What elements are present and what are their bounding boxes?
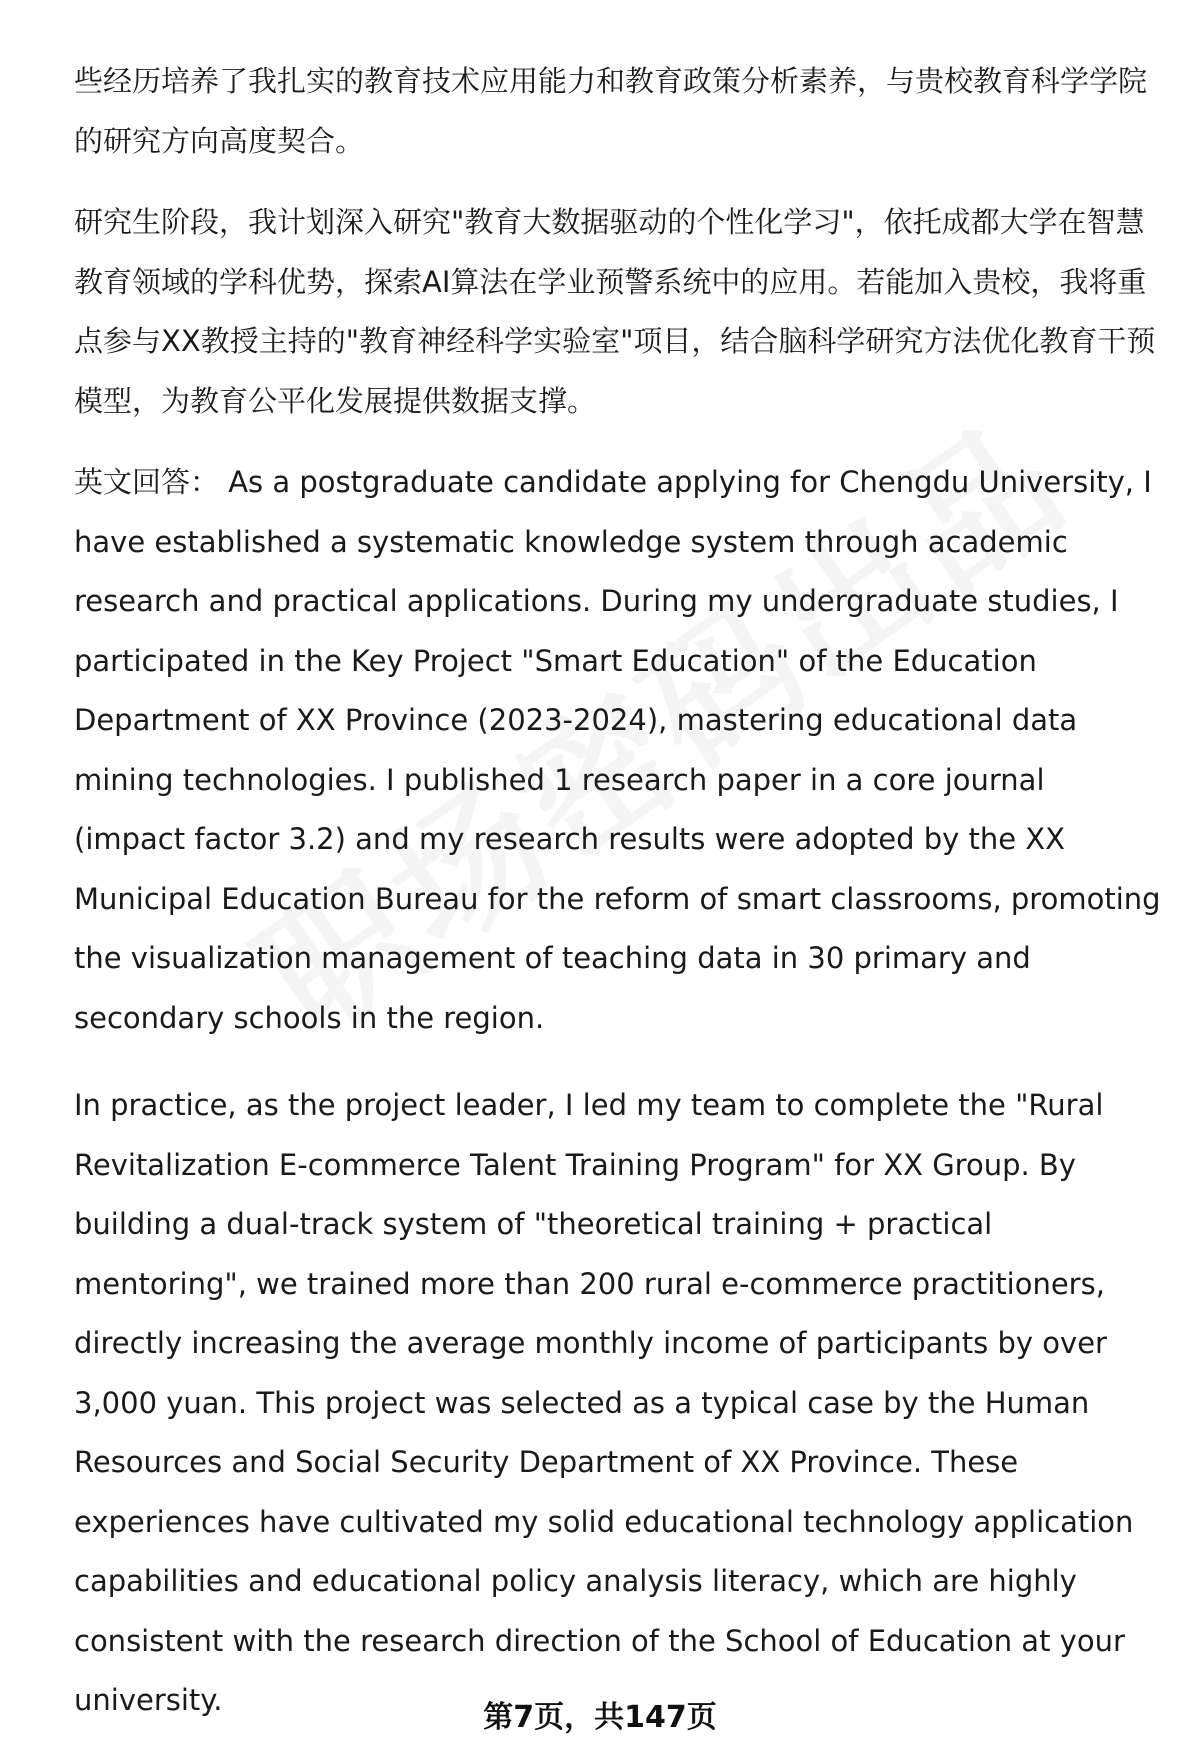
paragraph-2: 研究生阶段，我计划深入研究"教育大数据驱动的个性化学习"，依托成都大学在智慧教育领域的学科优势，探索AI算法在学业预警系统中的应用。若能加入贵校，我将重点参与XX教授主持的"教育神经科学实验室"项目，结合脑科学研究方法优化教育干预模型，为教育公平化发展提供数据支撑。	[74, 205, 1156, 418]
paragraph-1: 些经历培养了我扎实的教育技术应用能力和教育政策分析素养，与贵校教育科学学院的研究方向高度契合。	[74, 64, 1148, 158]
page-number-footer: 第7页，共147页	[483, 1700, 717, 1735]
paragraph-4: In practice, as the project leader, I led my team to complete the "Rural Revitalization E-commerce Talent Training Program" for XX Group. By building a dual-track system of "theoretical training + practical mentoring", we trained more than 200 rural e-commerce practitioners, directly increasing the average monthly income of participants by over 3,000 yuan. This project was selected as a typical case by the Human Resources and Social Security Department of XX Province. These experiences have cultivated my solid educational technology application capabilities and educational policy analysis literacy, which are highly consistent with the research direction of the School of Education at your university.	[74, 1088, 1134, 1717]
paragraph-3-english-answer: 英文回答： As a postgraduate candidate applying for Chengdu University, I have established a systematic knowledge system through academic research and practical applications. During my undergraduate studies, I participated in the Key Project "Smart Education" of the Education Department of XX Province (2023-2024), mastering educational data mining technologies. I published 1 research paper in a core journal (impact factor 3.2) and my research results were adopted by the XX Municipal Education Bureau for the reform of smart classrooms, promoting the visualization management of teaching data in 30 primary and secondary schools in the region.	[74, 465, 1161, 1035]
document-body	[74, 52, 1164, 1731]
